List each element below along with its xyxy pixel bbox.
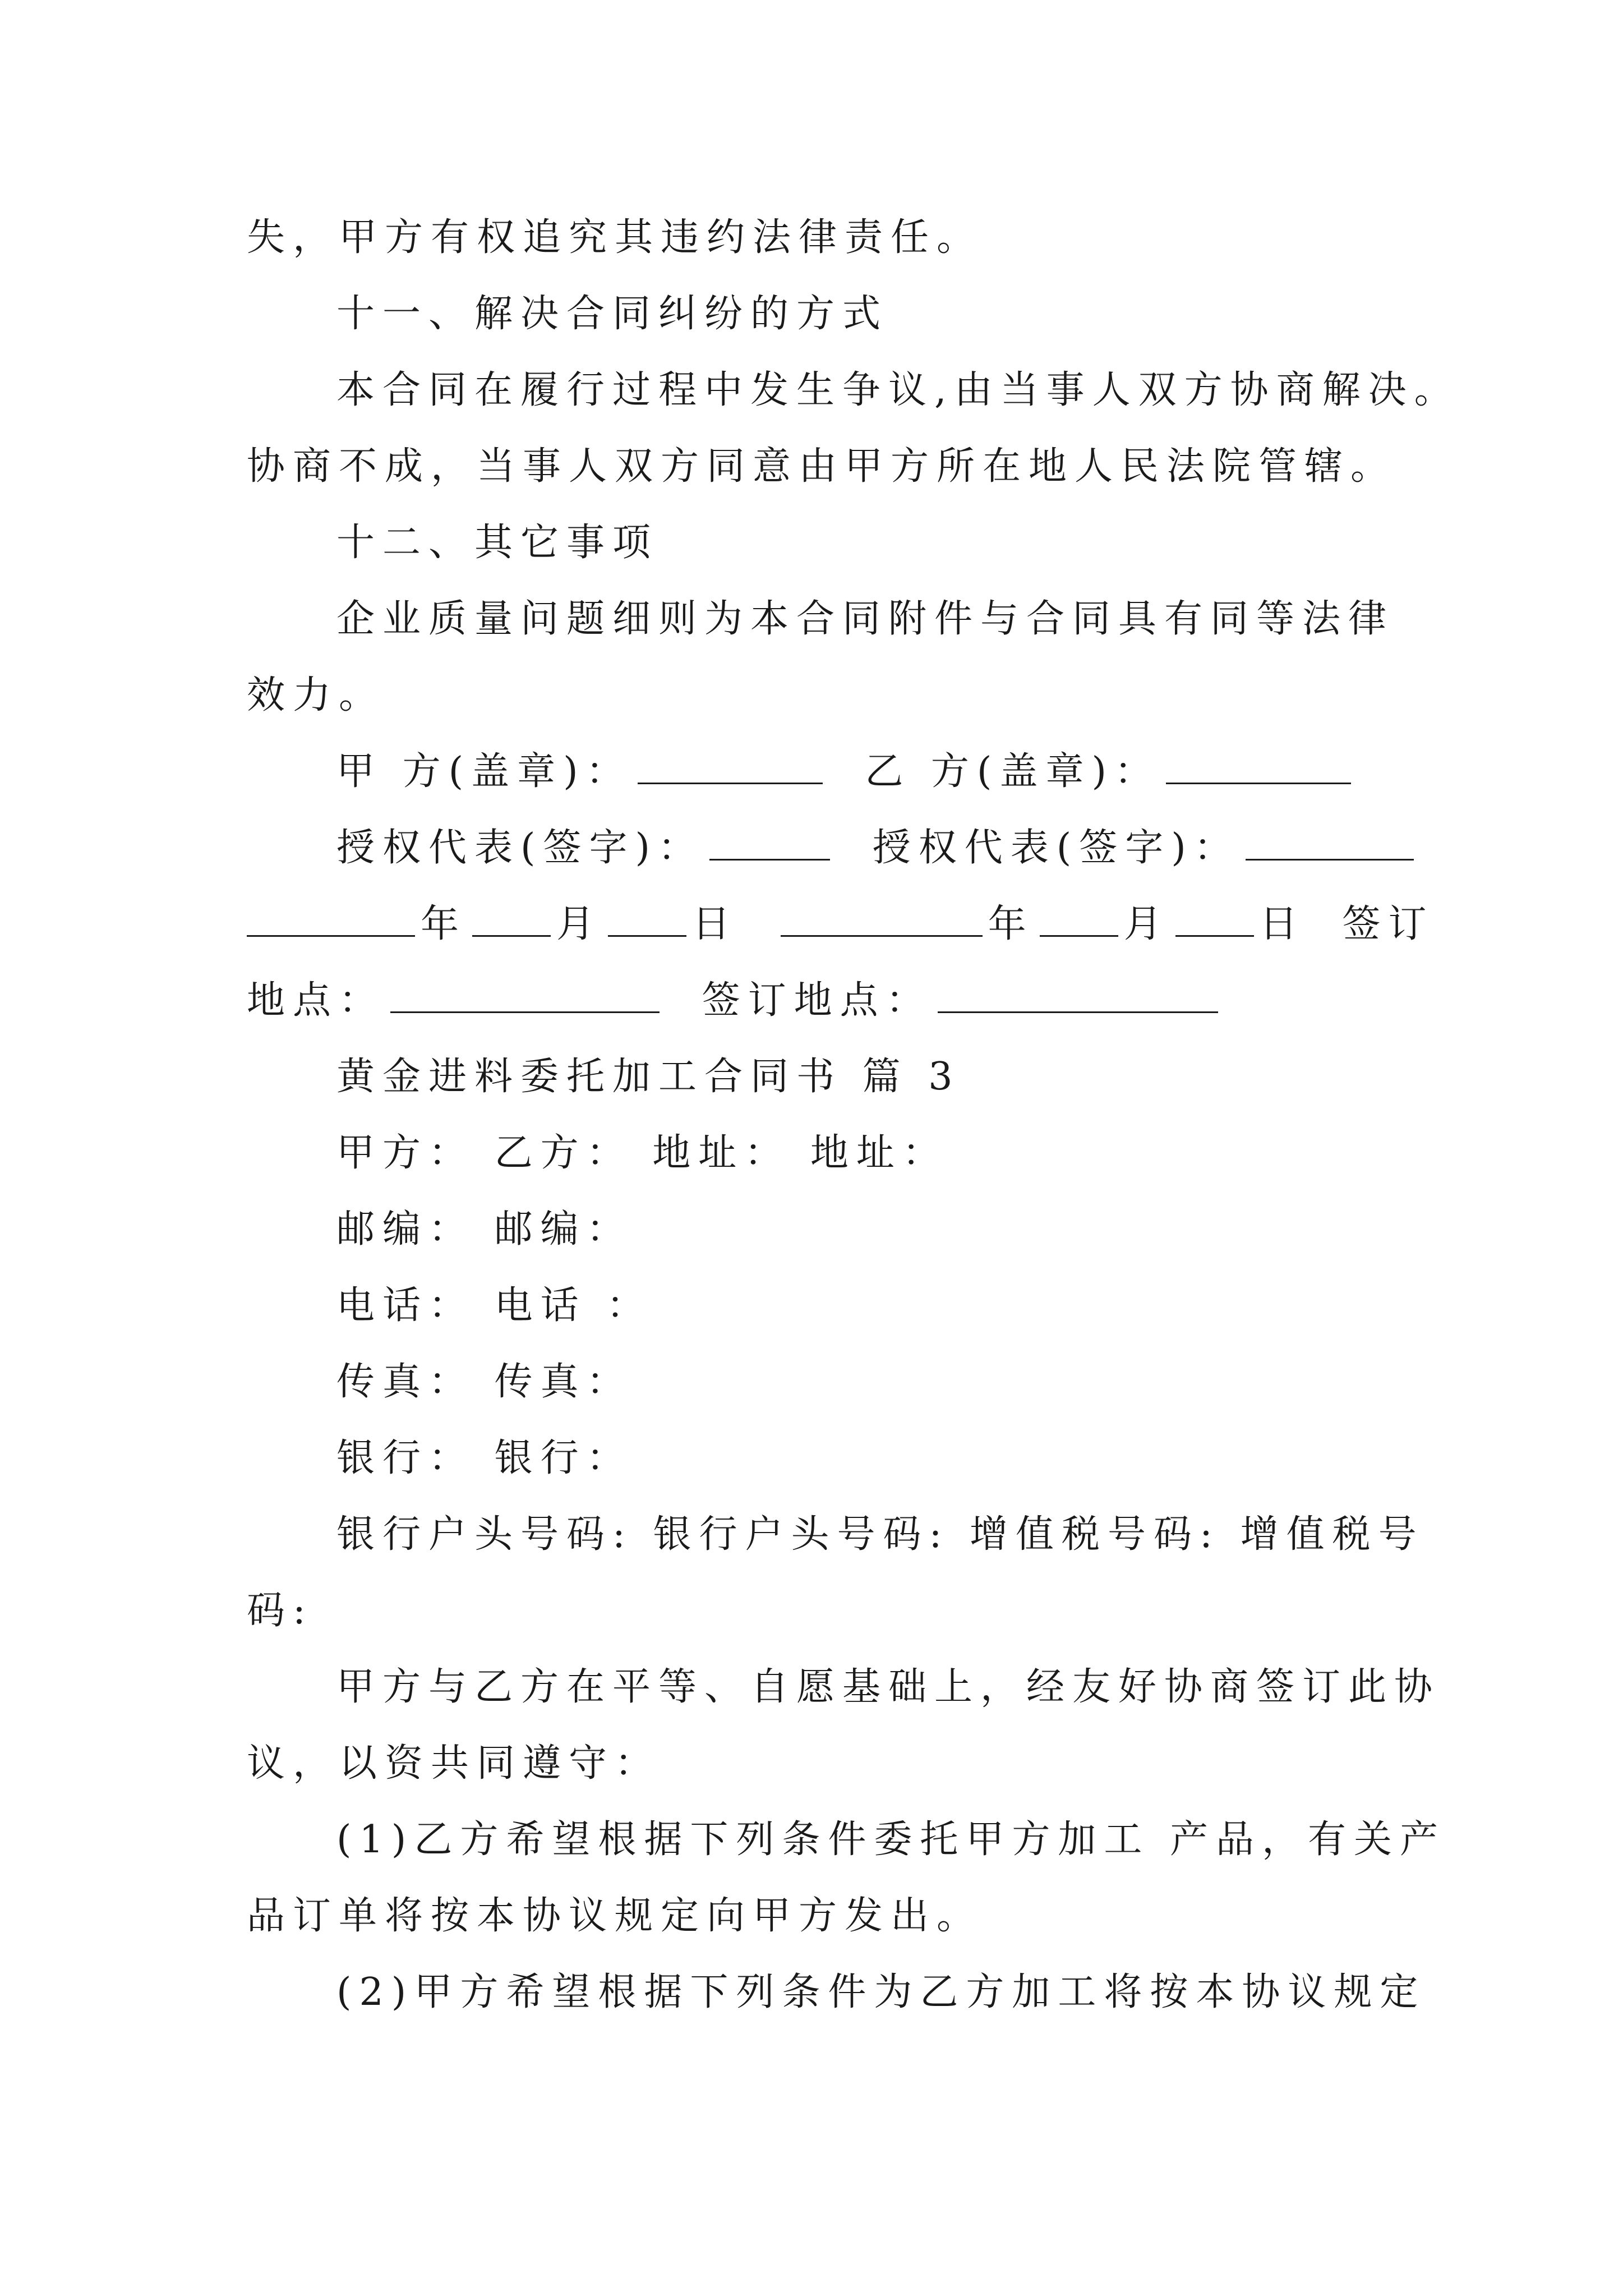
section-heading-12: 十二、其它事项 (336, 521, 659, 565)
text-line: 议，以资共同遵守： (247, 1741, 661, 1786)
month-label: 月 (556, 902, 603, 946)
signature-line-places (247, 963, 1391, 1039)
clause-1: (1)乙方希望根据下列条件委托甲方加工 产品，有关产 (336, 1818, 1446, 1862)
rep-a-sign-label: 授权代表(签字)： (336, 826, 704, 870)
text-line: 码: (247, 1589, 313, 1633)
year-a-blank[interactable] (247, 889, 415, 937)
postcode-line: 邮编： 邮编： (336, 1207, 633, 1251)
text-line: 甲方与乙方在平等、自愿基础上，经友好协商签订此协 (336, 1665, 1441, 1709)
month-label: 月 (1123, 902, 1170, 946)
rep-b-sign-blank[interactable] (1246, 813, 1414, 861)
party-b-seal-blank[interactable] (1166, 737, 1351, 784)
signature-line-parties (336, 734, 1391, 810)
text-line: 企业质量问题细则为本合同附件与合同具有同等法律 (336, 597, 1395, 641)
party-b-seal-label: 乙 方(盖章)： (865, 749, 1160, 794)
day-a-blank[interactable] (608, 889, 686, 937)
place-a-label: 地点： (247, 978, 385, 1023)
day-b-blank[interactable] (1175, 889, 1254, 937)
account-tax-line: 银行户头号码: 银行户头号码: 增值税号码: 增值税号 (336, 1512, 1424, 1557)
year-label: 年 (421, 902, 467, 946)
party-address-line: 甲方： 乙方： 地址： 地址： (336, 1131, 948, 1175)
party-a-seal-blank[interactable] (638, 737, 823, 784)
fax-line: 传真： 传真： (336, 1360, 633, 1404)
section-heading-11: 十一、解决合同纠纷的方式 (336, 292, 889, 336)
text-line: 失，甲方有权追究其违约法律责任。 (247, 215, 983, 260)
signature-line-dates (247, 886, 1435, 963)
party-a-seal-label: 甲 方(盖章)： (336, 749, 632, 794)
clause-2: (2)甲方希望根据下列条件为乙方加工将按本协议规定 (336, 1970, 1426, 2014)
year-label: 年 (988, 902, 1034, 946)
place-b-blank[interactable] (938, 965, 1218, 1013)
text-line: 品订单将按本协议规定向甲方发出。 (247, 1894, 983, 1938)
place-b-label: 签订地点： (702, 978, 932, 1023)
text-line: 效力。 (247, 673, 385, 717)
phone-line: 电话： 电话 ： (336, 1283, 653, 1328)
day-label: 日 (692, 902, 739, 946)
rep-a-sign-blank[interactable] (709, 813, 830, 861)
text-line: 协商不成，当事人双方同意由甲方所在地人民法院管辖。 (247, 444, 1397, 489)
rep-b-sign-label: 授权代表(签字)： (872, 826, 1240, 870)
place-a-blank[interactable] (390, 965, 660, 1013)
contract-title-part-3: 黄金进料委托加工合同书 篇 3 (336, 1055, 961, 1099)
month-b-blank[interactable] (1040, 889, 1118, 937)
month-a-blank[interactable] (472, 889, 551, 937)
year-b-blank[interactable] (781, 889, 983, 937)
text-line: 本合同在履行过程中发生争议,由当事人双方协商解决。 (336, 368, 1460, 412)
sign-label: 签订 (1342, 902, 1435, 946)
signature-line-representatives (336, 810, 1391, 886)
bank-line: 银行： 银行： (336, 1436, 633, 1480)
day-label: 日 (1259, 902, 1306, 946)
